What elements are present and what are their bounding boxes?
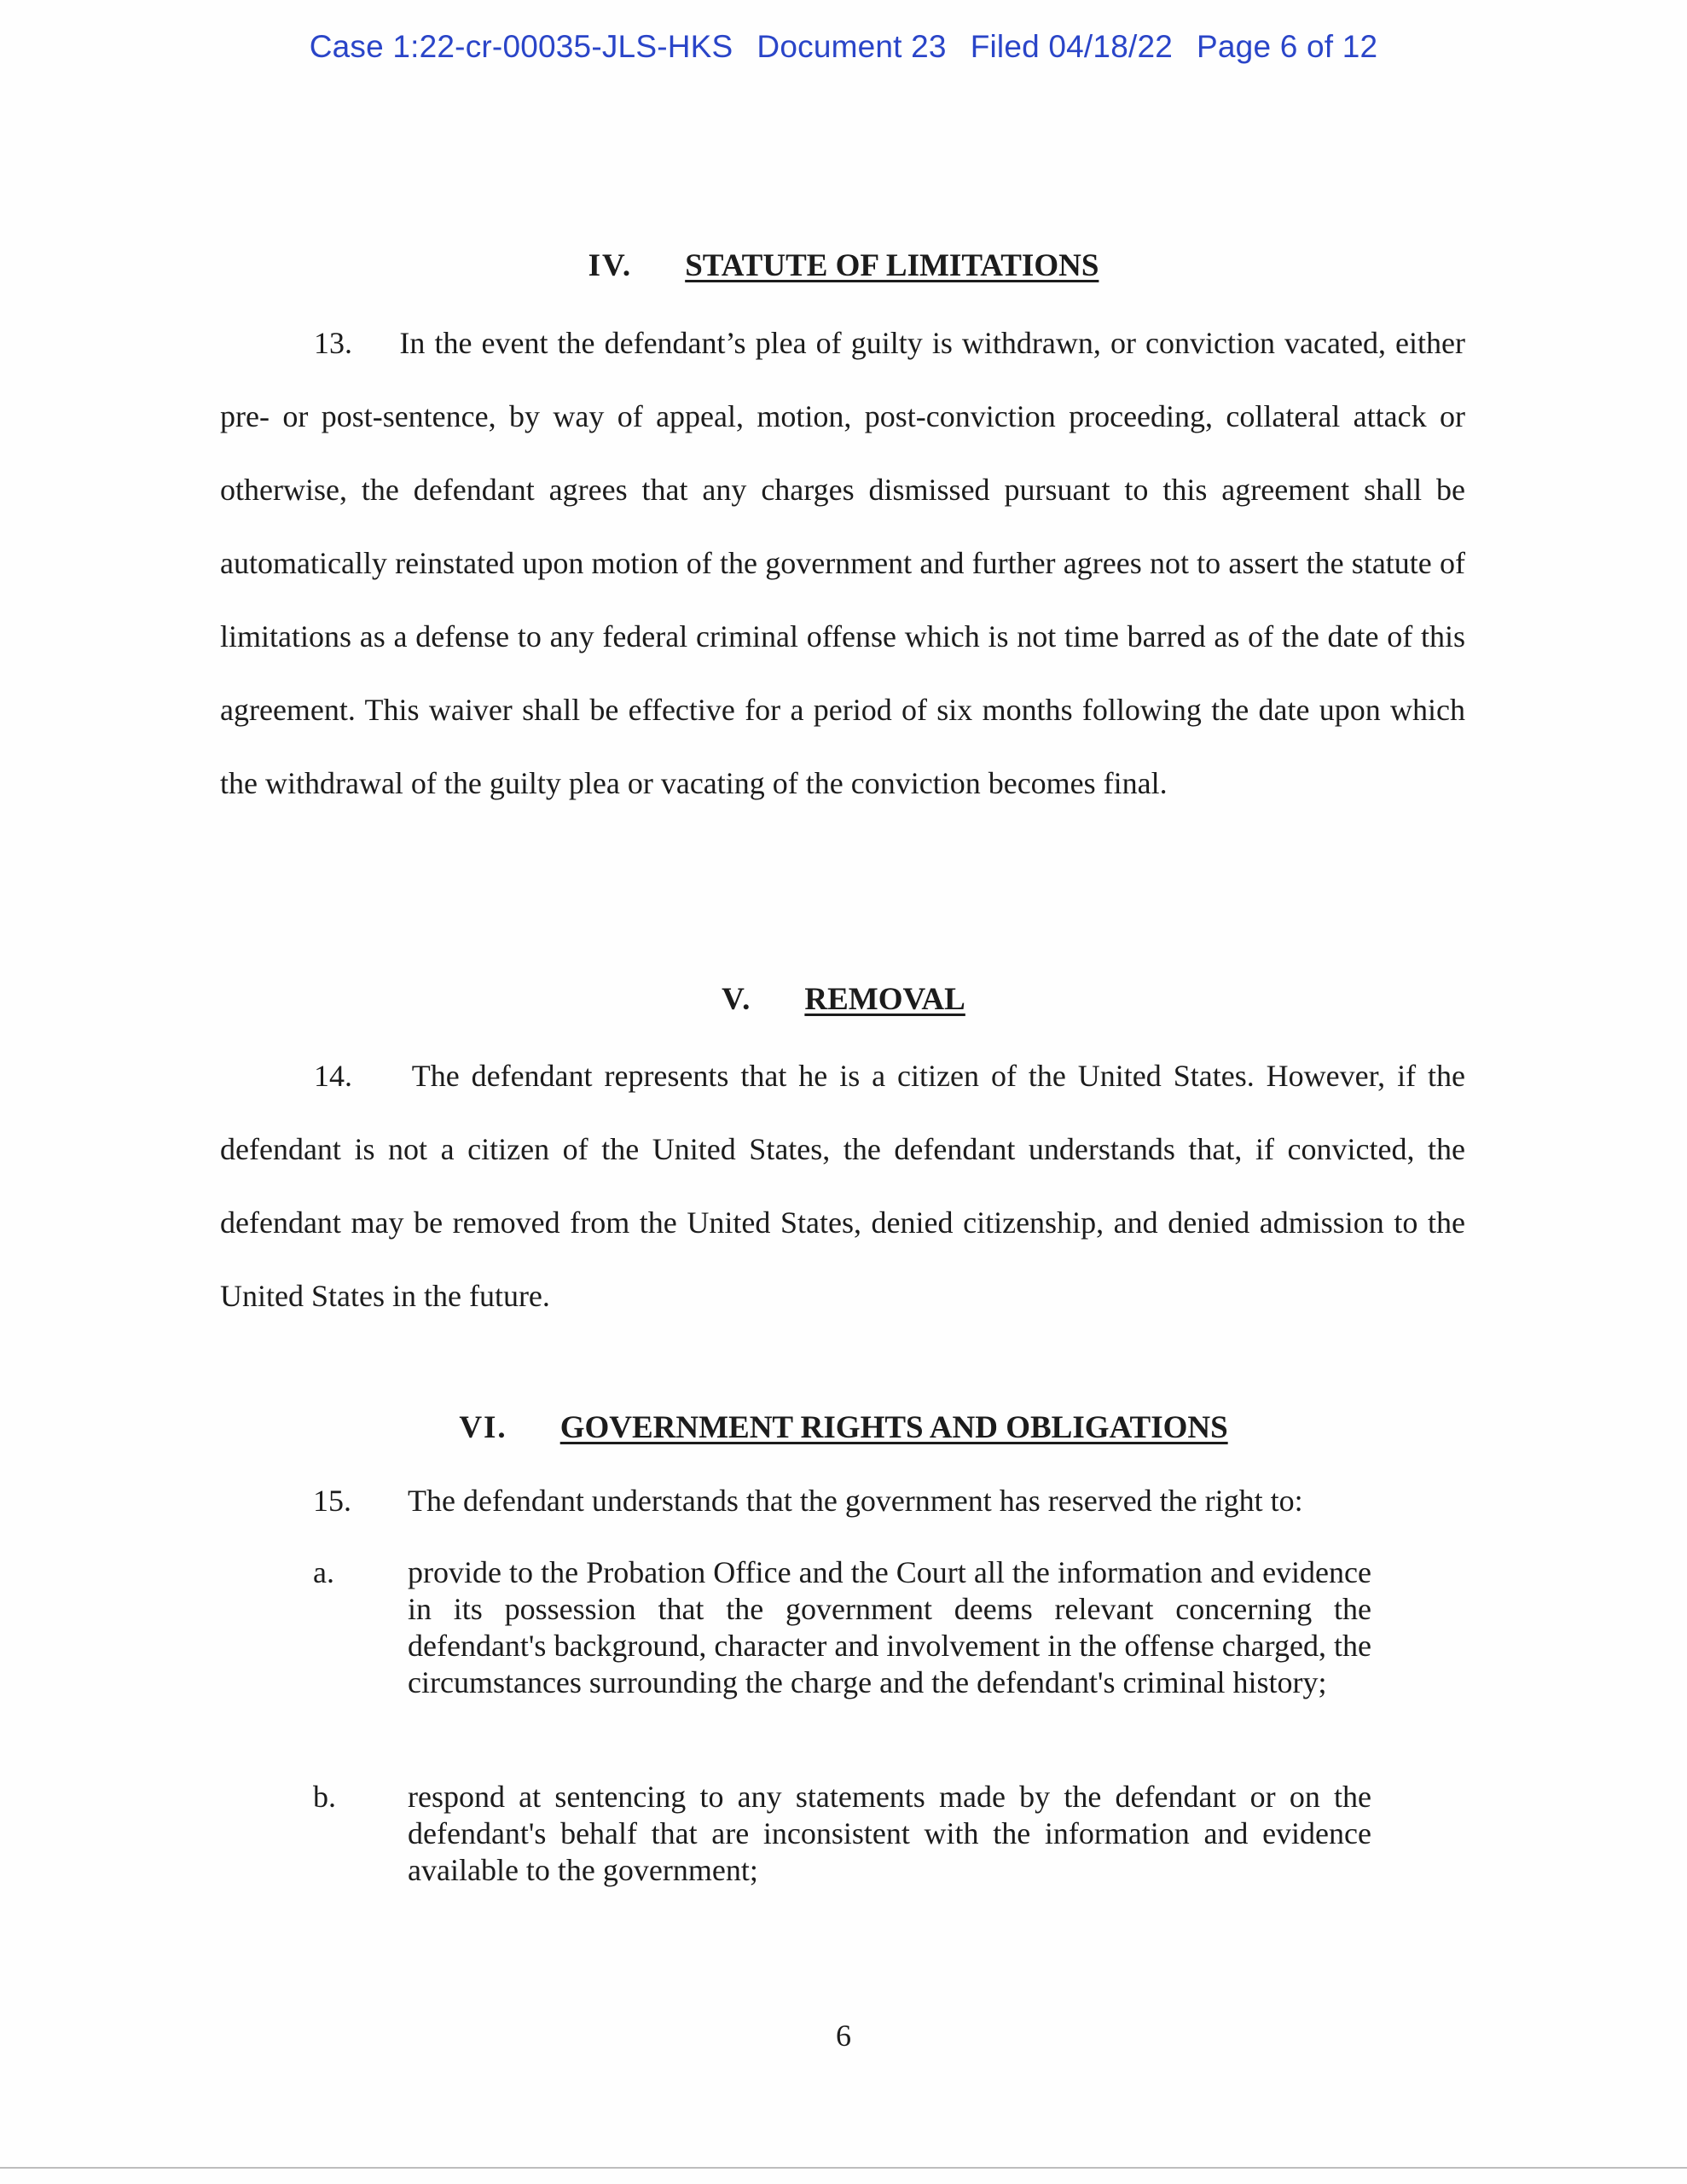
subitem-a-text: provide to the Probation Office and the Court all the information and evidence in its possession that the government deems relevant concerning the defendant's background, character and involvement in the offense charged, the circumstances surrounding the charge and the defendant's criminal history; [408, 1555, 1371, 1699]
section-number: V. [722, 982, 752, 1017]
subitem-b-label: b. [313, 1780, 336, 1814]
document-number: Document 23 [757, 29, 947, 64]
case-number: Case 1:22-cr-00035-JLS-HKS [309, 29, 733, 64]
section-number: IV. [588, 248, 633, 283]
section-title: GOVERNMENT RIGHTS AND OBLIGATIONS [559, 1410, 1228, 1445]
paragraph-14 [220, 1039, 1465, 1333]
filed-date: Filed 04/18/22 [970, 29, 1174, 64]
paragraph-text: The defendant represents that he is a citizen of the United States. However, if the defendant is not a citizen of the United States, the defendant understands that, if convicted, the defendant may be removed from the United States, denied citizenship, and denied admission to the United States in the future. [220, 1059, 1465, 1313]
section-title: REMOVAL [804, 982, 965, 1017]
paragraph-13 [220, 306, 1465, 820]
paragraph-text: In the event the defendant’s plea of guilty is withdrawn, or conviction vacated, either pre- or post-sentence, by way of appeal, motion, post-conviction proceeding, collateral attack or otherwise, the defendant agrees that any charges dismissed pursuant to this agreement shall be automatically reinstated upon motion of the government and further agrees not to assert the statute of limitations as a defense to any federal criminal offense which is not time barred as of the date of this agreement. This waiver shall be effective for a period of six months following the date upon which the withdrawal of the guilty plea or vacating of the conviction becomes final. [220, 326, 1465, 800]
section-heading-v [0, 981, 1687, 1018]
paragraph-number: 13. [314, 326, 352, 360]
scan-edge-line [0, 2167, 1687, 2169]
section-number: VI. [459, 1410, 507, 1445]
paragraph-15-number: 15. [313, 1484, 351, 1518]
section-title: STATUTE OF LIMITATIONS [685, 248, 1099, 283]
subitem-a-label: a. [313, 1555, 334, 1589]
section-heading-vi [0, 1409, 1687, 1446]
section-heading-iv [0, 247, 1687, 284]
paragraph-number: 14. [314, 1059, 352, 1093]
court-filing-header [0, 29, 1687, 65]
paragraph-15-text: The defendant understands that the government has reserved the right to: [408, 1484, 1303, 1518]
subitem-b-text: respond at sentencing to any statements made by the defendant or on the defendant's behalf that are inconsistent with the information and evidence available to the government; [408, 1780, 1371, 1887]
page-indicator: Page 6 of 12 [1197, 29, 1378, 64]
page-number: 6 [836, 2018, 851, 2053]
